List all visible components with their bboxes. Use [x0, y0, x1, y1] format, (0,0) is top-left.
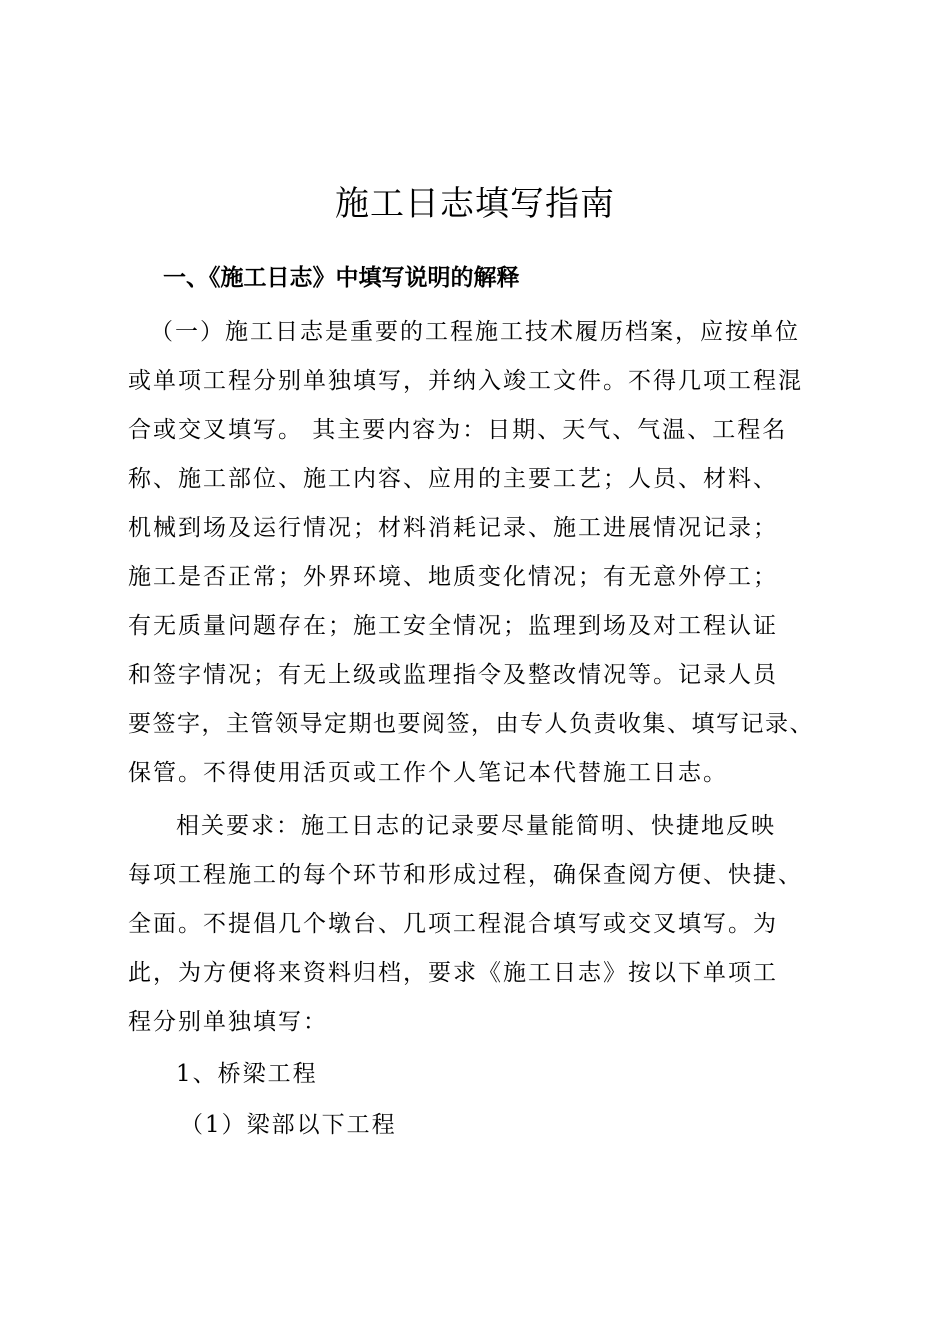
paragraph-line: 每项工程施工的每个环节和形成过程，确保查阅方便、快捷、 [128, 862, 803, 888]
section-heading: 一、《施工日志》中填写说明的解释 [163, 265, 520, 291]
paragraph-line: 程分别单独填写： [128, 1009, 328, 1035]
list-item-below-beam-works: （1）梁部以下工程 [180, 1112, 397, 1138]
paragraph-line: 此，为方便将来资料归档，要求《施工日志》按以下单项工 [128, 960, 778, 986]
paragraph-line: 机械到场及运行情况；材料消耗记录、施工进展情况记录； [128, 515, 778, 541]
paragraph-line: 称、施工部位、施工内容、应用的主要工艺；人员、材料、 [128, 466, 778, 492]
document-title: 施工日志填写指南 [335, 184, 615, 224]
paragraph-line: 和签字情况；有无上级或监理指令及整改情况等。记录人员 [128, 662, 778, 688]
paragraph-line: 相关要求：施工日志的记录要尽量能简明、快捷地反映 [176, 813, 776, 839]
paragraph-line: 保管。不得使用活页或工作个人笔记本代替施工日志。 [128, 760, 728, 786]
paragraph-line: 全面。不提倡几个墩台、几项工程混合填写或交叉填写。为 [128, 911, 778, 937]
paragraph-line: 要签字，主管领导定期也要阅签，由专人负责收集、填写记录、 [128, 711, 814, 737]
paragraph-line: （一）施工日志是重要的工程施工技术履历档案，应按单位 [150, 319, 800, 345]
paragraph-line: 合或交叉填写。 其主要内容为：日期、天气、气温、工程名 [128, 417, 788, 443]
paragraph-line: 施工是否正常；外界环境、地质变化情况；有无意外停工； [128, 564, 778, 590]
list-item-bridge-engineering: 1、桥梁工程 [176, 1061, 318, 1087]
paragraph-line: 有无质量问题存在；施工安全情况；监理到场及对工程认证 [128, 613, 778, 639]
paragraph-line: 或单项工程分别单独填写，并纳入竣工文件。不得几项工程混 [128, 368, 803, 394]
